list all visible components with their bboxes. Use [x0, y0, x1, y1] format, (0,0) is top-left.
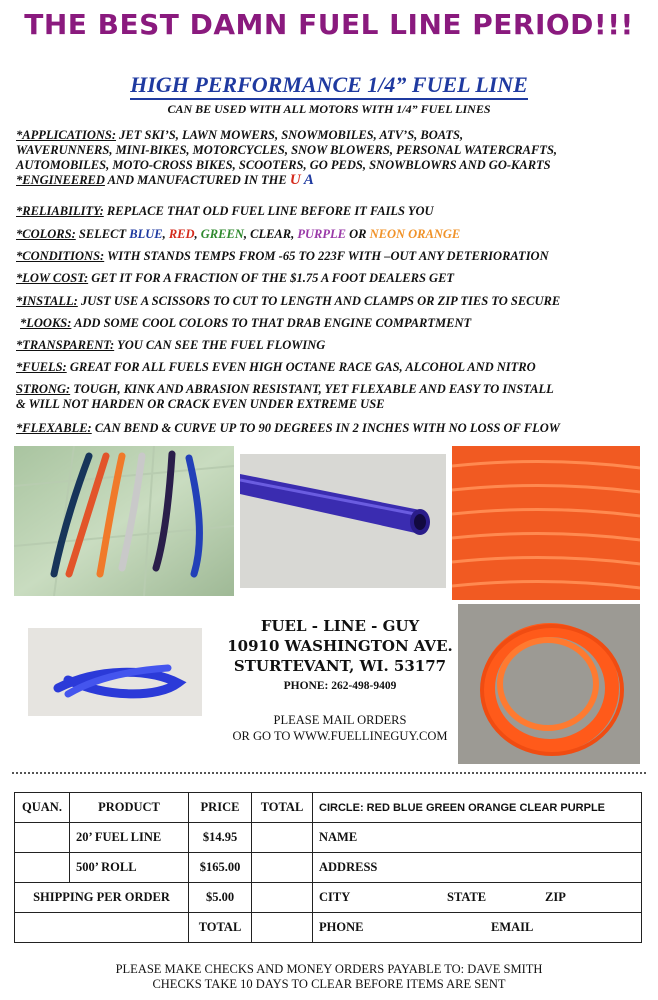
feature-flexable [16, 421, 646, 436]
order-row-total [15, 913, 642, 943]
payment-note [0, 962, 658, 992]
phone-label: PHONE [319, 920, 364, 934]
website-line: OR GO TO WWW.FUELLINEGUY.COM [232, 729, 448, 743]
feature-label: *COLORS: [16, 227, 76, 241]
feature-install [16, 294, 646, 309]
color-red: RED [168, 227, 195, 241]
color-purple: PURPLE [297, 227, 346, 241]
tagline: CAN BE USED WITH ALL MOTORS WITH 1/4” FUEL LINES [167, 102, 491, 116]
address-field[interactable]: ADDRESS [313, 853, 642, 883]
feature-conditions [16, 249, 646, 264]
feature-fuels [16, 360, 646, 375]
total-cell[interactable] [252, 853, 313, 883]
color-clear: CLEAR, [246, 227, 298, 241]
flag-u: U [289, 172, 301, 188]
feature-label: *FUELS: [16, 360, 67, 374]
feature-text: & WILL NOT HARDEN OR CRACK EVEN UNDER EXTREME USE [16, 397, 385, 411]
shipping-price: $5.00 [189, 883, 252, 913]
grand-total-label: TOTAL [189, 913, 252, 943]
feature-text: AND MANUFACTURED IN THE [104, 173, 290, 187]
feature-text: YOU CAN SEE THE FUEL FLOWING [114, 338, 326, 352]
city-state-zip: STURTEVANT, WI. 53177 [233, 657, 447, 675]
order-header-row [15, 793, 642, 823]
header-circle-colors: CIRCLE: RED BLUE GREEN ORANGE CLEAR PURPLE [313, 793, 642, 823]
feature-colors: *COLORS: SELECT BLUE, RED, GREEN, CLEAR, PURPLE OR NEON ORANGE [16, 227, 461, 241]
feature-looks [20, 316, 650, 331]
feature-text: CAN BEND & CURVE UP TO 90 DEGREES IN 2 INCHES WITH NO LOSS OF FLOW [91, 421, 560, 435]
feature-text: JET SKI’S, LAWN MOWERS, SNOWMOBILES, ATV’S, BOATS, [116, 128, 464, 142]
feature-reliability [16, 204, 646, 219]
feature-label: *APPLICATIONS: [16, 128, 117, 142]
business-name: FUEL - LINE - GUY [260, 617, 420, 635]
header-total: TOTAL [252, 793, 313, 823]
photo-purple-tube [240, 454, 446, 588]
price-cell: $14.95 [189, 823, 252, 853]
phone-number: PHONE: 262-498-9409 [283, 680, 397, 692]
feature-text: REPLACE THAT OLD FUEL LINE BEFORE IT FAILS YOU [103, 204, 434, 218]
shipping-label: SHIPPING PER ORDER [15, 883, 189, 913]
feature-text: JUST USE A SCISSORS TO CUT TO LENGTH AND CLAMPS OR ZIP TIES TO SECURE [77, 294, 561, 308]
flag-a: A [300, 172, 314, 188]
color-green: GREEN [200, 227, 244, 241]
cut-line [12, 772, 646, 774]
feature-low-cost [16, 271, 646, 286]
feature-text: WITH STANDS TEMPS FROM -65 TO 223F WITH –OUT ANY DETERIORATION [104, 249, 549, 263]
header-quan: QUAN. [15, 793, 70, 823]
photo-orange-coil [452, 446, 640, 600]
contact-address [210, 616, 470, 676]
header-product: PRODUCT [70, 793, 189, 823]
feature-label: *LOW COST: [16, 271, 89, 285]
photo-blue-tube [28, 628, 202, 716]
header-price: PRICE [189, 793, 252, 823]
mail-instructions [200, 712, 480, 744]
color-or: OR [345, 227, 370, 241]
order-form [14, 792, 642, 943]
phone-email-field[interactable] [313, 913, 642, 943]
photo-fuel-lines-colors [14, 446, 234, 596]
feature-applications [16, 128, 646, 188]
price-cell: $165.00 [189, 853, 252, 883]
feature-text: TOUGH, KINK AND ABRASION RESISTANT, YET FLEXABLE AND EASY TO INSTALL [70, 382, 554, 396]
feature-text: GREAT FOR ALL FUELS EVEN HIGH OCTANE RACE GAS, ALCOHOL AND NITRO [66, 360, 536, 374]
color-blue: BLUE [129, 227, 163, 241]
total-cell[interactable] [252, 883, 313, 913]
email-label: EMAIL [491, 920, 534, 934]
feature-label: *RELIABILITY: [16, 204, 104, 218]
product-cell: 20’ FUEL LINE [70, 823, 189, 853]
order-row-500ft [15, 853, 642, 883]
zip-label: ZIP [545, 890, 566, 904]
product-cell: 500’ ROLL [70, 853, 189, 883]
order-row-shipping [15, 883, 642, 913]
mail-line-1: PLEASE MAIL ORDERS [273, 713, 407, 727]
city-label: CITY [319, 890, 351, 904]
quantity-cell[interactable] [15, 853, 70, 883]
grand-total-cell[interactable] [252, 913, 313, 943]
subheadline-text: HIGH PERFORMANCE 1/4” FUEL LINE [130, 72, 528, 100]
payable-line: PLEASE MAKE CHECKS AND MONEY ORDERS PAYABLE TO: DAVE SMITH [115, 962, 543, 976]
feature-text: SELECT [75, 227, 130, 241]
city-state-zip-field[interactable] [313, 883, 642, 913]
order-row-20ft [15, 823, 642, 853]
feature-text: ADD SOME COOL COLORS TO THAT DRAB ENGINE COMPARTMENT [71, 316, 472, 330]
feature-strong [16, 382, 646, 412]
feature-label: *ENGINEERED [16, 173, 105, 187]
feature-label: STRONG: [16, 382, 71, 396]
street-address: 10910 WASHINGTON AVE. [227, 637, 453, 655]
empty-cell [15, 913, 189, 943]
state-label: STATE [447, 890, 487, 904]
feature-label: *TRANSPARENT: [16, 338, 115, 352]
feature-text: AUTOMOBILES, MOTO-CROSS BIKES, SCOOTERS, GO PEDS, SNOWBLOWRS AND GO-KARTS [16, 158, 551, 172]
feature-label: *CONDITIONS: [16, 249, 105, 263]
feature-transparent [16, 338, 646, 353]
clearing-line: CHECKS TAKE 10 DAYS TO CLEAR BEFORE ITEMS ARE SENT [152, 977, 506, 991]
feature-label: *LOOKS: [20, 316, 72, 330]
subheadline [0, 72, 658, 98]
feature-label: *INSTALL: [16, 294, 78, 308]
quantity-cell[interactable] [15, 823, 70, 853]
feature-label: *FLEXABLE: [16, 421, 92, 435]
photo-orange-roll [458, 604, 640, 764]
feature-text: GET IT FOR A FRACTION OF THE $1.75 A FOOT DEALERS GET [88, 271, 455, 285]
headline: THE BEST DAMN FUEL LINE PERIOD!!! [24, 8, 634, 41]
name-field[interactable]: NAME [313, 823, 642, 853]
feature-text: WAVERUNNERS, MINI-BIKES, MOTORCYCLES, SNOW BLOWERS, PERSONAL WATERCRAFTS, [16, 143, 558, 157]
total-cell[interactable] [252, 823, 313, 853]
color-orange: NEON ORANGE [369, 227, 461, 241]
